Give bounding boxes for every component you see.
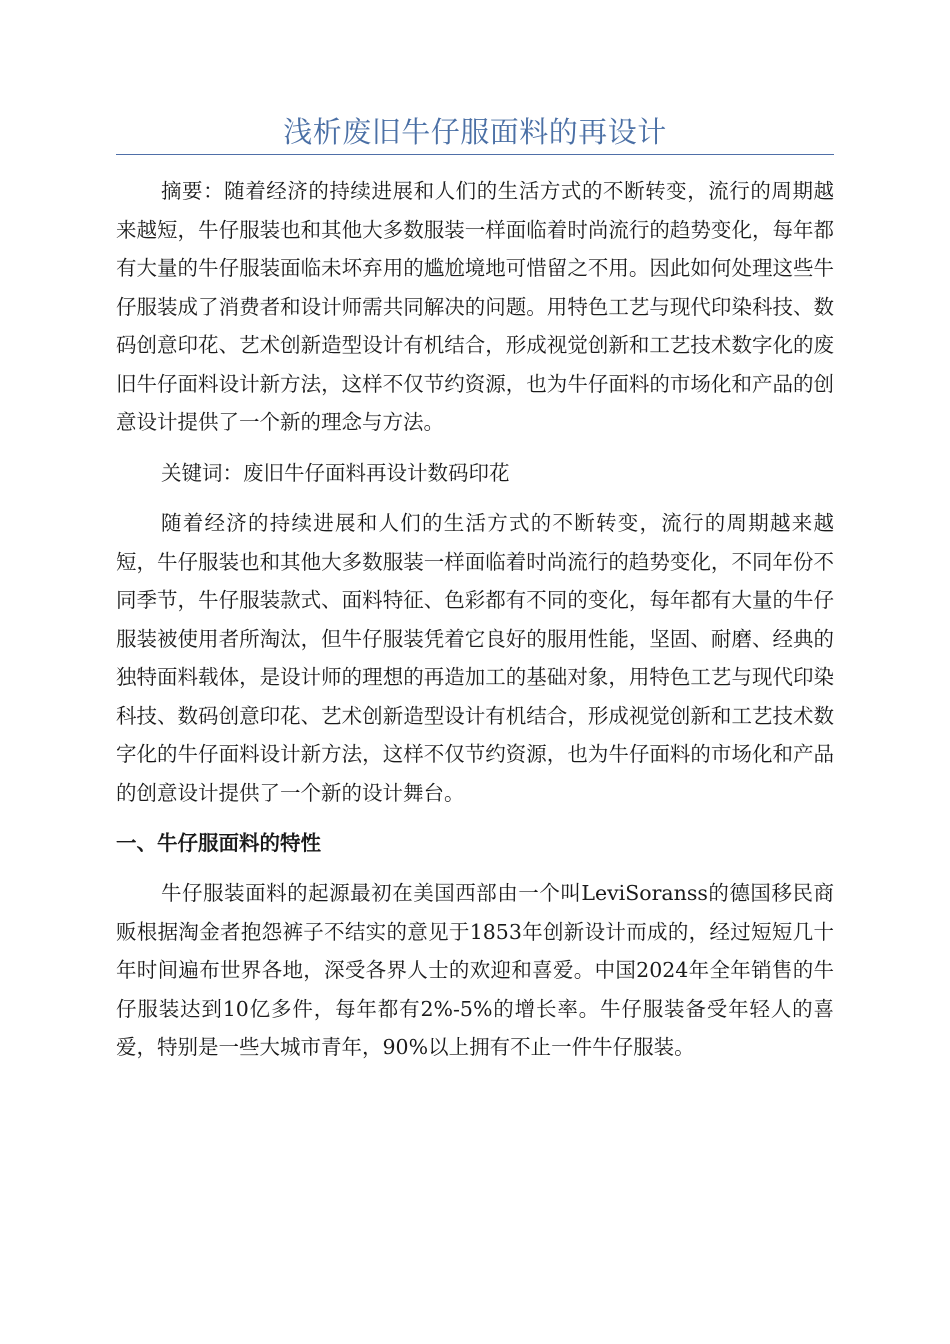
document-body	[116, 172, 834, 1079]
document-title: 浅析废旧牛仔服面料的再设计	[283, 115, 667, 149]
intro-paragraph: 随着经济的持续进展和人们的生活方式的不断转变，流行的周期越来越短，牛仔服装也和其他大多数服装一样面临着时尚流行的趋势变化，不同年份不同季节，牛仔服装款式、面料特征、色彩都有不同的变化，每年都有大量的牛仔服装被使用者所淘汰，但牛仔服装凭着它良好的服用性能，坚固、耐磨、经典的独特面料载体，是设计师的理想的再造加工的基础对象，用特色工艺与现代印染科技、数码创意印花、艺术创新造型设计有机结合，形成视觉创新和工艺技术数字化的牛仔面料设计新方法，这样不仅节约资源，也为牛仔面料的市场化和产品的创意设计提供了一个新的设计舞台。	[116, 511, 834, 805]
keywords-paragraph: 关键词：废旧牛仔面料再设计数码印花	[161, 460, 510, 485]
section-heading: 一、牛仔服面料的特性	[116, 831, 321, 855]
section-paragraph: 牛仔服装面料的起源最初在美国西部由一个叫LeviSoranss的德国移民商贩根据淘金者抱怨裤子不结实的意见于1853年创新设计而成的，经过短短几十年时间遍布世界各地，深受各界人士的欢迎和喜爱。中国2024年全年销售的牛仔服装达到10亿多件，每年都有2%-5%的增长率。牛仔服装备受年轻人的喜爱，特别是一些大城市青年，90%以上拥有不止一件牛仔服装。	[116, 881, 834, 1059]
title-underline	[116, 154, 834, 155]
abstract-paragraph: 摘要：随着经济的持续进展和人们的生活方式的不断转变，流行的周期越来越短，牛仔服装也和其他大多数服装一样面临着时尚流行的趋势变化，每年都有大量的牛仔服装面临未坏弃用的尴尬境地可惜留之不用。因此如何处理这些牛仔服装成了消费者和设计师需共同解决的问题。用特色工艺与现代印染科技、数码创意印花、艺术创新造型设计有机结合，形成视觉创新和工艺技术数字化的废旧牛仔面料设计新方法，这样不仅节约资源，也为牛仔面料的市场化和产品的创意设计提供了一个新的理念与方法。	[116, 179, 834, 434]
